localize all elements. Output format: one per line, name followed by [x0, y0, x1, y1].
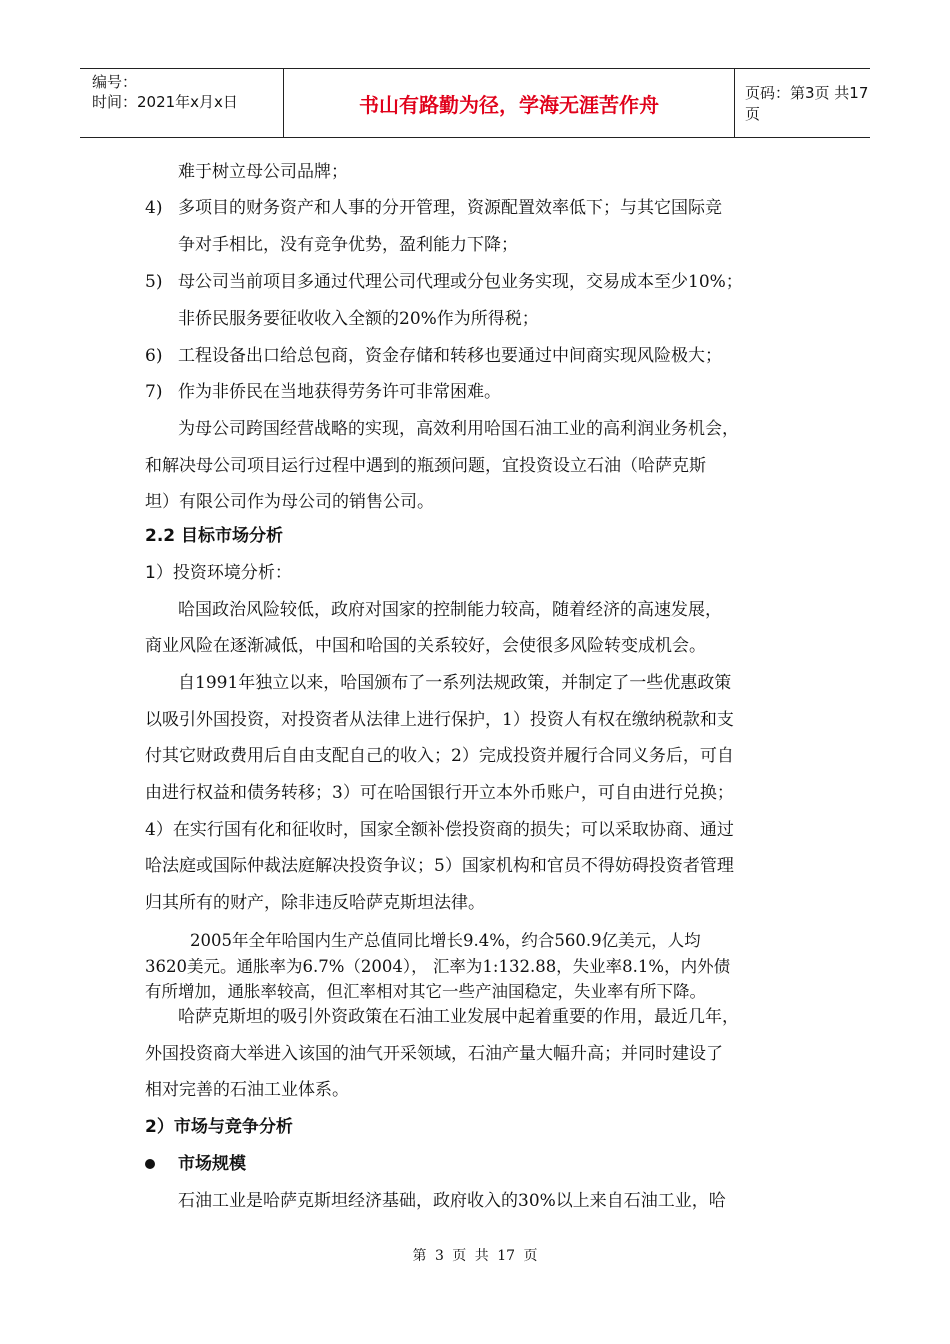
text-line: 石油工业是哈萨克斯坦经济基础，政府收入的30%以上来自石油工业，哈 — [178, 1191, 726, 1211]
text-line: 哈国政治风险较低，政府对国家的控制能力较高，随着经济的高速发展， — [178, 600, 722, 620]
text-line: 工程设备出口给总包商，资金存储和转移也要通过中间商实现风险极大； — [178, 346, 722, 366]
text-line: 相对完善的石油工业体系。 — [145, 1080, 349, 1100]
section-heading: 2.2 目标市场分析 — [145, 526, 284, 546]
header-motto: 书山有路勤为径，学海无涯苦作舟 — [284, 69, 735, 137]
text-line: 作为非侨民在当地获得劳务许可非常困难。 — [178, 382, 501, 402]
bullet-heading: 市场规模 — [178, 1154, 246, 1174]
text-line: 有所增加，通胀率较高，但汇率相对其它一些产油国稳定，失业率有所下降。 — [145, 982, 706, 1001]
header-info-cell — [80, 69, 284, 137]
time-label: 时间：2021年x月x日 — [92, 93, 238, 111]
text-line: 为母公司跨国经营战略的实现，高效利用哈国石油工业的高利润业务机会， — [178, 419, 739, 439]
subsection-heading: 1）投资环境分析： — [145, 563, 292, 583]
header-page-info: 页码：第3页 共17页 — [745, 84, 869, 123]
text-line: 和解决母公司项目运行过程中遇到的瓶颈问题，宜投资设立石油（哈萨克斯 — [145, 456, 706, 476]
bullet-icon — [145, 1159, 155, 1169]
text-line: 归其所有的财产，除非违反哈萨克斯坦法律。 — [145, 893, 485, 913]
text-line: 自1991年独立以来，哈国颁布了一系列法规政策，并制定了一些优惠政策 — [178, 673, 732, 693]
text-line: 坦）有限公司作为母公司的销售公司。 — [145, 492, 434, 512]
number-label: 编号： — [92, 73, 138, 91]
text-line: 哈萨克斯坦的吸引外资政策在石油工业发展中起着重要的作用，最近几年， — [178, 1007, 739, 1027]
list-number: 6) — [145, 346, 163, 366]
text-line: 争对手相比，没有竞争优势，盈利能力下降； — [178, 235, 518, 255]
text-line: 4）在实行国有化和征收时，国家全额补偿投资商的损失；可以采取协商、通过 — [145, 820, 734, 840]
text-line: 2005年全年哈国内生产总值同比增长9.4%，约合560.9亿美元，人均 — [190, 931, 701, 950]
text-line: 哈法庭或国际仲裁法庭解决投资争议；5）国家机构和官员不得妨碍投资者管理 — [145, 856, 734, 876]
list-number: 7) — [145, 382, 163, 402]
text-line: 3620美元。通胀率为6.7%（2004）， 汇率为1:132.88，失业率8.1%，内外债 — [145, 957, 731, 976]
text-line: 母公司当前项目多通过代理公司代理或分包业务实现，交易成本至少10%； — [178, 272, 743, 292]
text-line: 多项目的财务资产和人事的分开管理，资源配置效率低下；与其它国际竞 — [178, 198, 722, 218]
text-line: 由进行权益和债务转移；3）可在哈国银行开立本外币账户，可自由进行兑换； — [145, 783, 734, 803]
text-line: 以吸引外国投资，对投资者从法律上进行保护，1）投资人有权在缴纳税款和支 — [145, 710, 734, 730]
text-line: 难于树立母公司品牌； — [178, 162, 348, 182]
subsection-heading: 2）市场与竞争分析 — [145, 1117, 293, 1137]
page-footer: 第 3 页 共 17 页 — [412, 1248, 538, 1264]
text-line: 付其它财政费用后自由支配自己的收入；2）完成投资并履行合同义务后，可自 — [145, 746, 734, 766]
page-header — [80, 68, 870, 138]
list-number: 5) — [145, 272, 163, 292]
list-number: 4) — [145, 198, 163, 218]
text-line: 外国投资商大举进入该国的油气开采领域，石油产量大幅升高；并同时建设了 — [145, 1044, 723, 1064]
text-line: 商业风险在逐渐减低，中国和哈国的关系较好，会使很多风险转变成机会。 — [145, 636, 706, 656]
text-line: 非侨民服务要征收收入全额的20%作为所得税； — [178, 309, 539, 329]
